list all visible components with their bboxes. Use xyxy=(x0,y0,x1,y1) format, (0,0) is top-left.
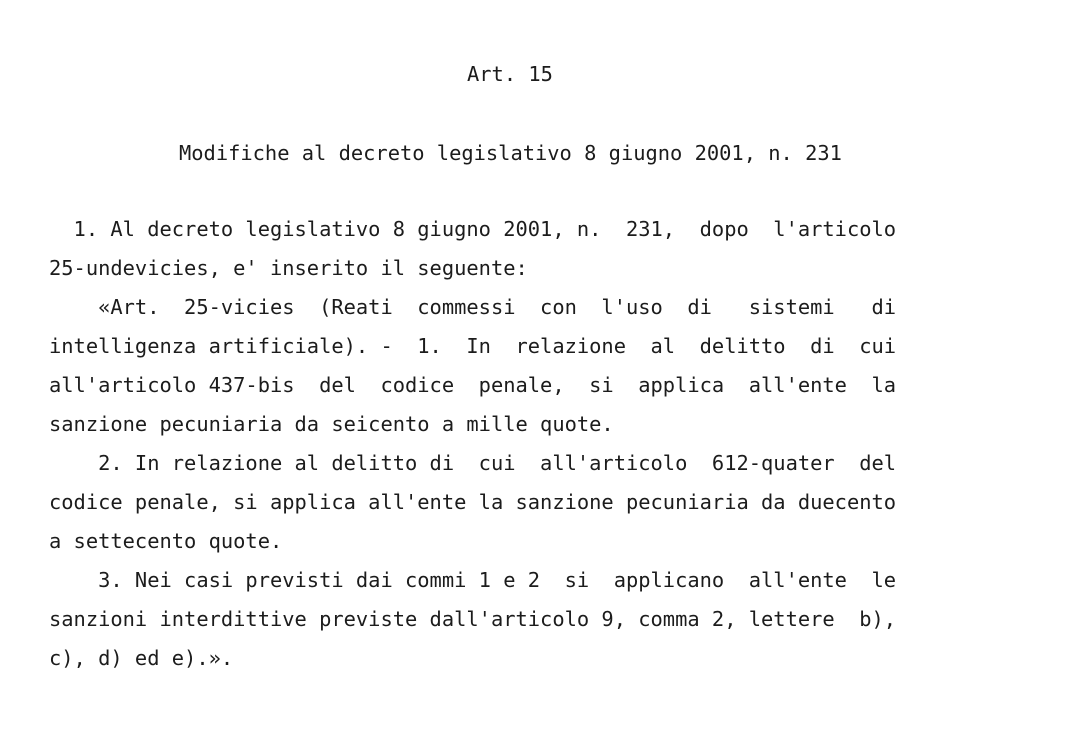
article-heading: Modifiche al decreto legislativo 8 giugno 2001, n. 231 xyxy=(179,141,842,165)
text-line: 2. In relazione al delitto di cui all'articolo 612-quater del xyxy=(49,451,897,475)
text-line: 25-undevicies, e' inserito il seguente: xyxy=(49,256,528,280)
text-line: codice penale, si applica all'ente la sanzione pecuniaria da duecento xyxy=(49,490,897,514)
text-line: intelligenza artificiale). - 1. In relazione al delitto di cui xyxy=(49,334,897,358)
text-line: 1. Al decreto legislativo 8 giugno 2001, n. 231, dopo l'articolo xyxy=(49,217,897,241)
article-number: Art. 15 xyxy=(467,62,553,86)
text-line: c), d) ed e).». xyxy=(49,646,234,670)
text-line: sanzione pecuniaria da seicento a mille quote. xyxy=(49,412,614,436)
text-line: 3. Nei casi previsti dai commi 1 e 2 si applicano all'ente le xyxy=(49,568,897,592)
text-line: sanzioni interdittive previste dall'articolo 9, comma 2, lettere b), xyxy=(49,607,897,631)
text-line: a settecento quote. xyxy=(49,529,283,553)
text-line: all'articolo 437-bis del codice penale, si applica all'ente la xyxy=(49,373,897,397)
text-line: «Art. 25-vicies (Reati commessi con l'uso di sistemi di xyxy=(49,295,897,319)
